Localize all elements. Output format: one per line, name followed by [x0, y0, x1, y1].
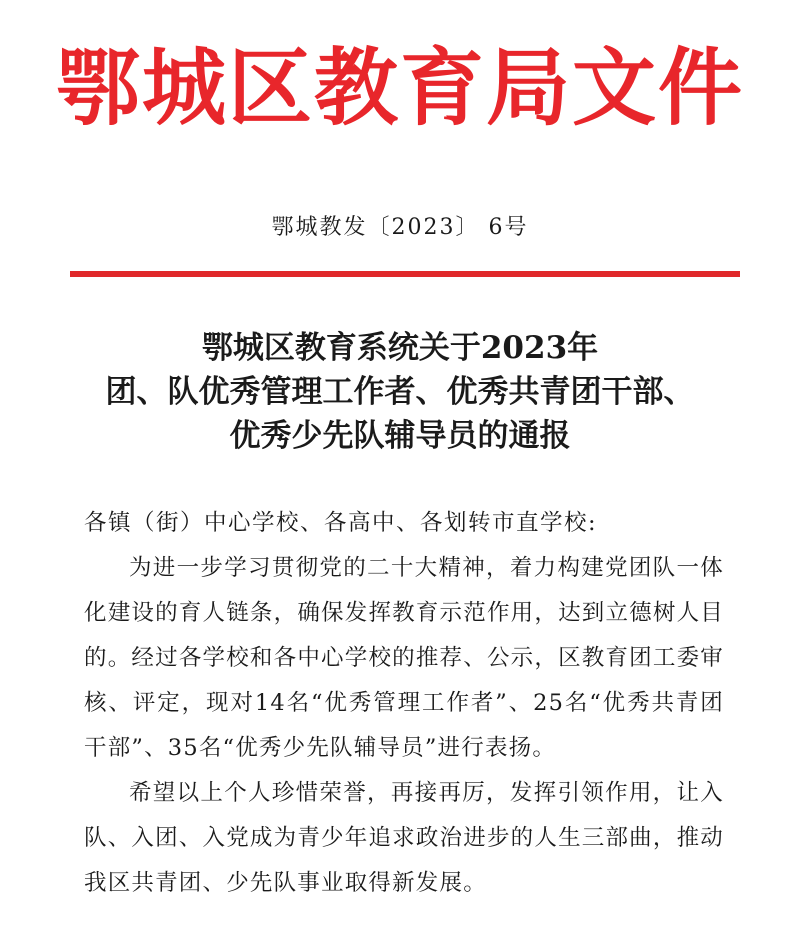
body-paragraph-1: 为进一步学习贯彻党的二十大精神，着力构建党团队一体化建设的育人链条，确保发挥教育示范作用，达到立德树人目的。经过各学校和各中心学校的推荐、公示，区教育团工委审核、评定，现对14名“优秀管理工作者”、25名“优秀共青团干部”、35名“优秀少先队辅导员”进行表扬。: [84, 555, 724, 761]
notice-body: [84, 501, 724, 906]
salutation: 各镇（街）中心学校、各高中、各划转市直学校:: [84, 510, 598, 536]
notice-title-line-2: 团、队优秀管理工作者、优秀共青团干部、: [105, 374, 695, 410]
body-paragraph-2: 希望以上个人珍惜荣誉，再接再厉，发挥引领作用，让入队、入团、入党成为青少年追求政治进步的人生三部曲，推动我区共青团、少先队事业取得新发展。: [84, 780, 724, 896]
notice-title: [0, 326, 800, 458]
masthead-title: 鄂城区教育局文件: [55, 38, 744, 137]
document-number: 鄂城教发〔2023〕 6号: [271, 215, 529, 240]
notice-title-line-3: 优秀少先队辅导员的通报: [229, 418, 571, 454]
notice-title-line-1: 鄂城区教育系统关于2023年: [201, 330, 599, 366]
red-divider-line: [70, 271, 740, 277]
